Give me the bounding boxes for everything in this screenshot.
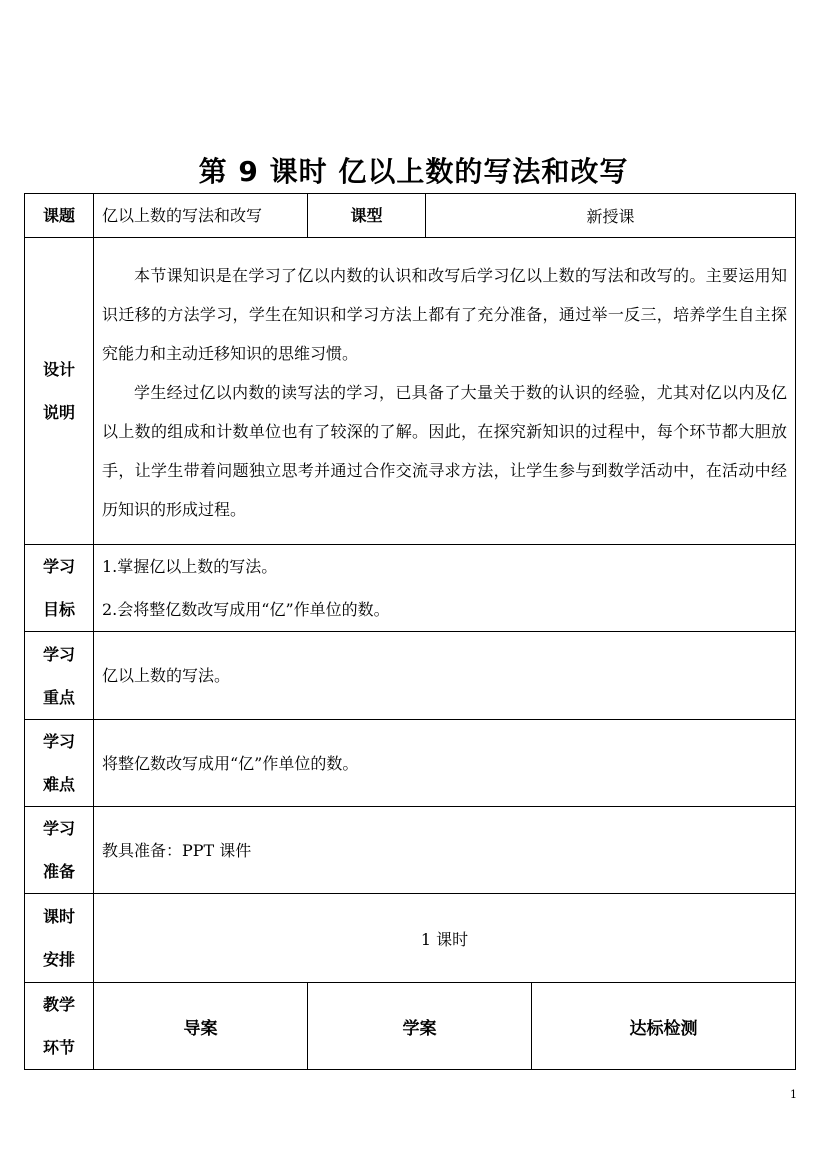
- design-content: [94, 238, 796, 545]
- steps-col-test: 达标检测: [532, 983, 796, 1070]
- prep-label: [25, 807, 94, 894]
- design-label-line1: 设计: [42, 360, 75, 379]
- table-row-key: [25, 632, 796, 720]
- steps-col-study: 学案: [308, 983, 532, 1070]
- difficult-label: [25, 720, 94, 807]
- topic-label: 课题: [25, 194, 94, 238]
- table-row-topic: [25, 194, 796, 238]
- prep-label-line2: 准备: [42, 862, 75, 881]
- goals-label-line1: 学习: [42, 557, 75, 576]
- goal-item-2: 2.会将整亿数改写成用“亿”作单位的数。: [102, 600, 390, 619]
- steps-label-line1: 教学: [42, 995, 75, 1014]
- goals-content: [94, 545, 796, 632]
- lesson-type-label: 课型: [308, 194, 426, 238]
- difficult-label-line1: 学习: [42, 732, 75, 751]
- difficult-label-line2: 难点: [42, 775, 75, 794]
- table-row-steps: [25, 983, 796, 1070]
- key-label-line2: 重点: [42, 687, 75, 707]
- goal-item-1: 1.掌握亿以上数的写法。: [102, 557, 278, 576]
- prep-value: 教具准备：PPT 课件: [94, 807, 796, 894]
- design-paragraph-1: 本节课知识是在学习了亿以内数的认识和改写后学习亿以上数的写法和改写的。主要运用知识迁移的方法学习，学生在知识和学习方法上都有了充分准备，通过举一反三，培养学生自主探究能力和主动迁移知识的思维习惯。: [102, 265, 788, 363]
- difficult-value: 将整亿数改写成用“亿”作单位的数。: [94, 720, 796, 807]
- design-label: [25, 238, 94, 545]
- table-row-goals: [25, 545, 796, 632]
- time-label-line2: 安排: [42, 950, 75, 969]
- lesson-plan-table: [24, 193, 796, 1070]
- design-paragraph-2: 学生经过亿以内数的读写法的学习，已具备了大量关于数的认识的经验，尤其对亿以内及亿以上数的组成和计数单位也有了较深的了解。因此，在探究新知识的过程中，每个环节都大胆放手，让学生带着问题独立思考并通过合作交流寻求方法，让学生参与到数学活动中，在活动中经历知识的形成过程。: [102, 382, 788, 519]
- prep-label-line1: 学习: [42, 819, 75, 838]
- table-row-design: [25, 238, 796, 545]
- steps-label-line2: 环节: [42, 1038, 75, 1057]
- page-title: 第 9 课时 亿以上数的写法和改写: [198, 155, 629, 188]
- time-label: [25, 894, 94, 983]
- goals-label-line2: 目标: [42, 600, 75, 619]
- key-label-line1: 学习: [42, 644, 75, 664]
- steps-label: [25, 983, 94, 1070]
- steps-col-guide: 导案: [94, 983, 308, 1070]
- table-row-prep: [25, 807, 796, 894]
- time-label-line1: 课时: [42, 907, 75, 926]
- design-label-line2: 说明: [42, 403, 75, 422]
- key-value: 亿以上数的写法。: [94, 632, 796, 720]
- time-value: 1 课时: [94, 894, 796, 983]
- table-row-time: [25, 894, 796, 983]
- topic-value: 亿以上数的写法和改写: [94, 194, 308, 238]
- page-number: 1: [790, 1088, 797, 1101]
- key-label: [25, 632, 94, 720]
- goals-label: [25, 545, 94, 632]
- lesson-type-value: 新授课: [426, 194, 796, 238]
- table-row-difficult: [25, 720, 796, 807]
